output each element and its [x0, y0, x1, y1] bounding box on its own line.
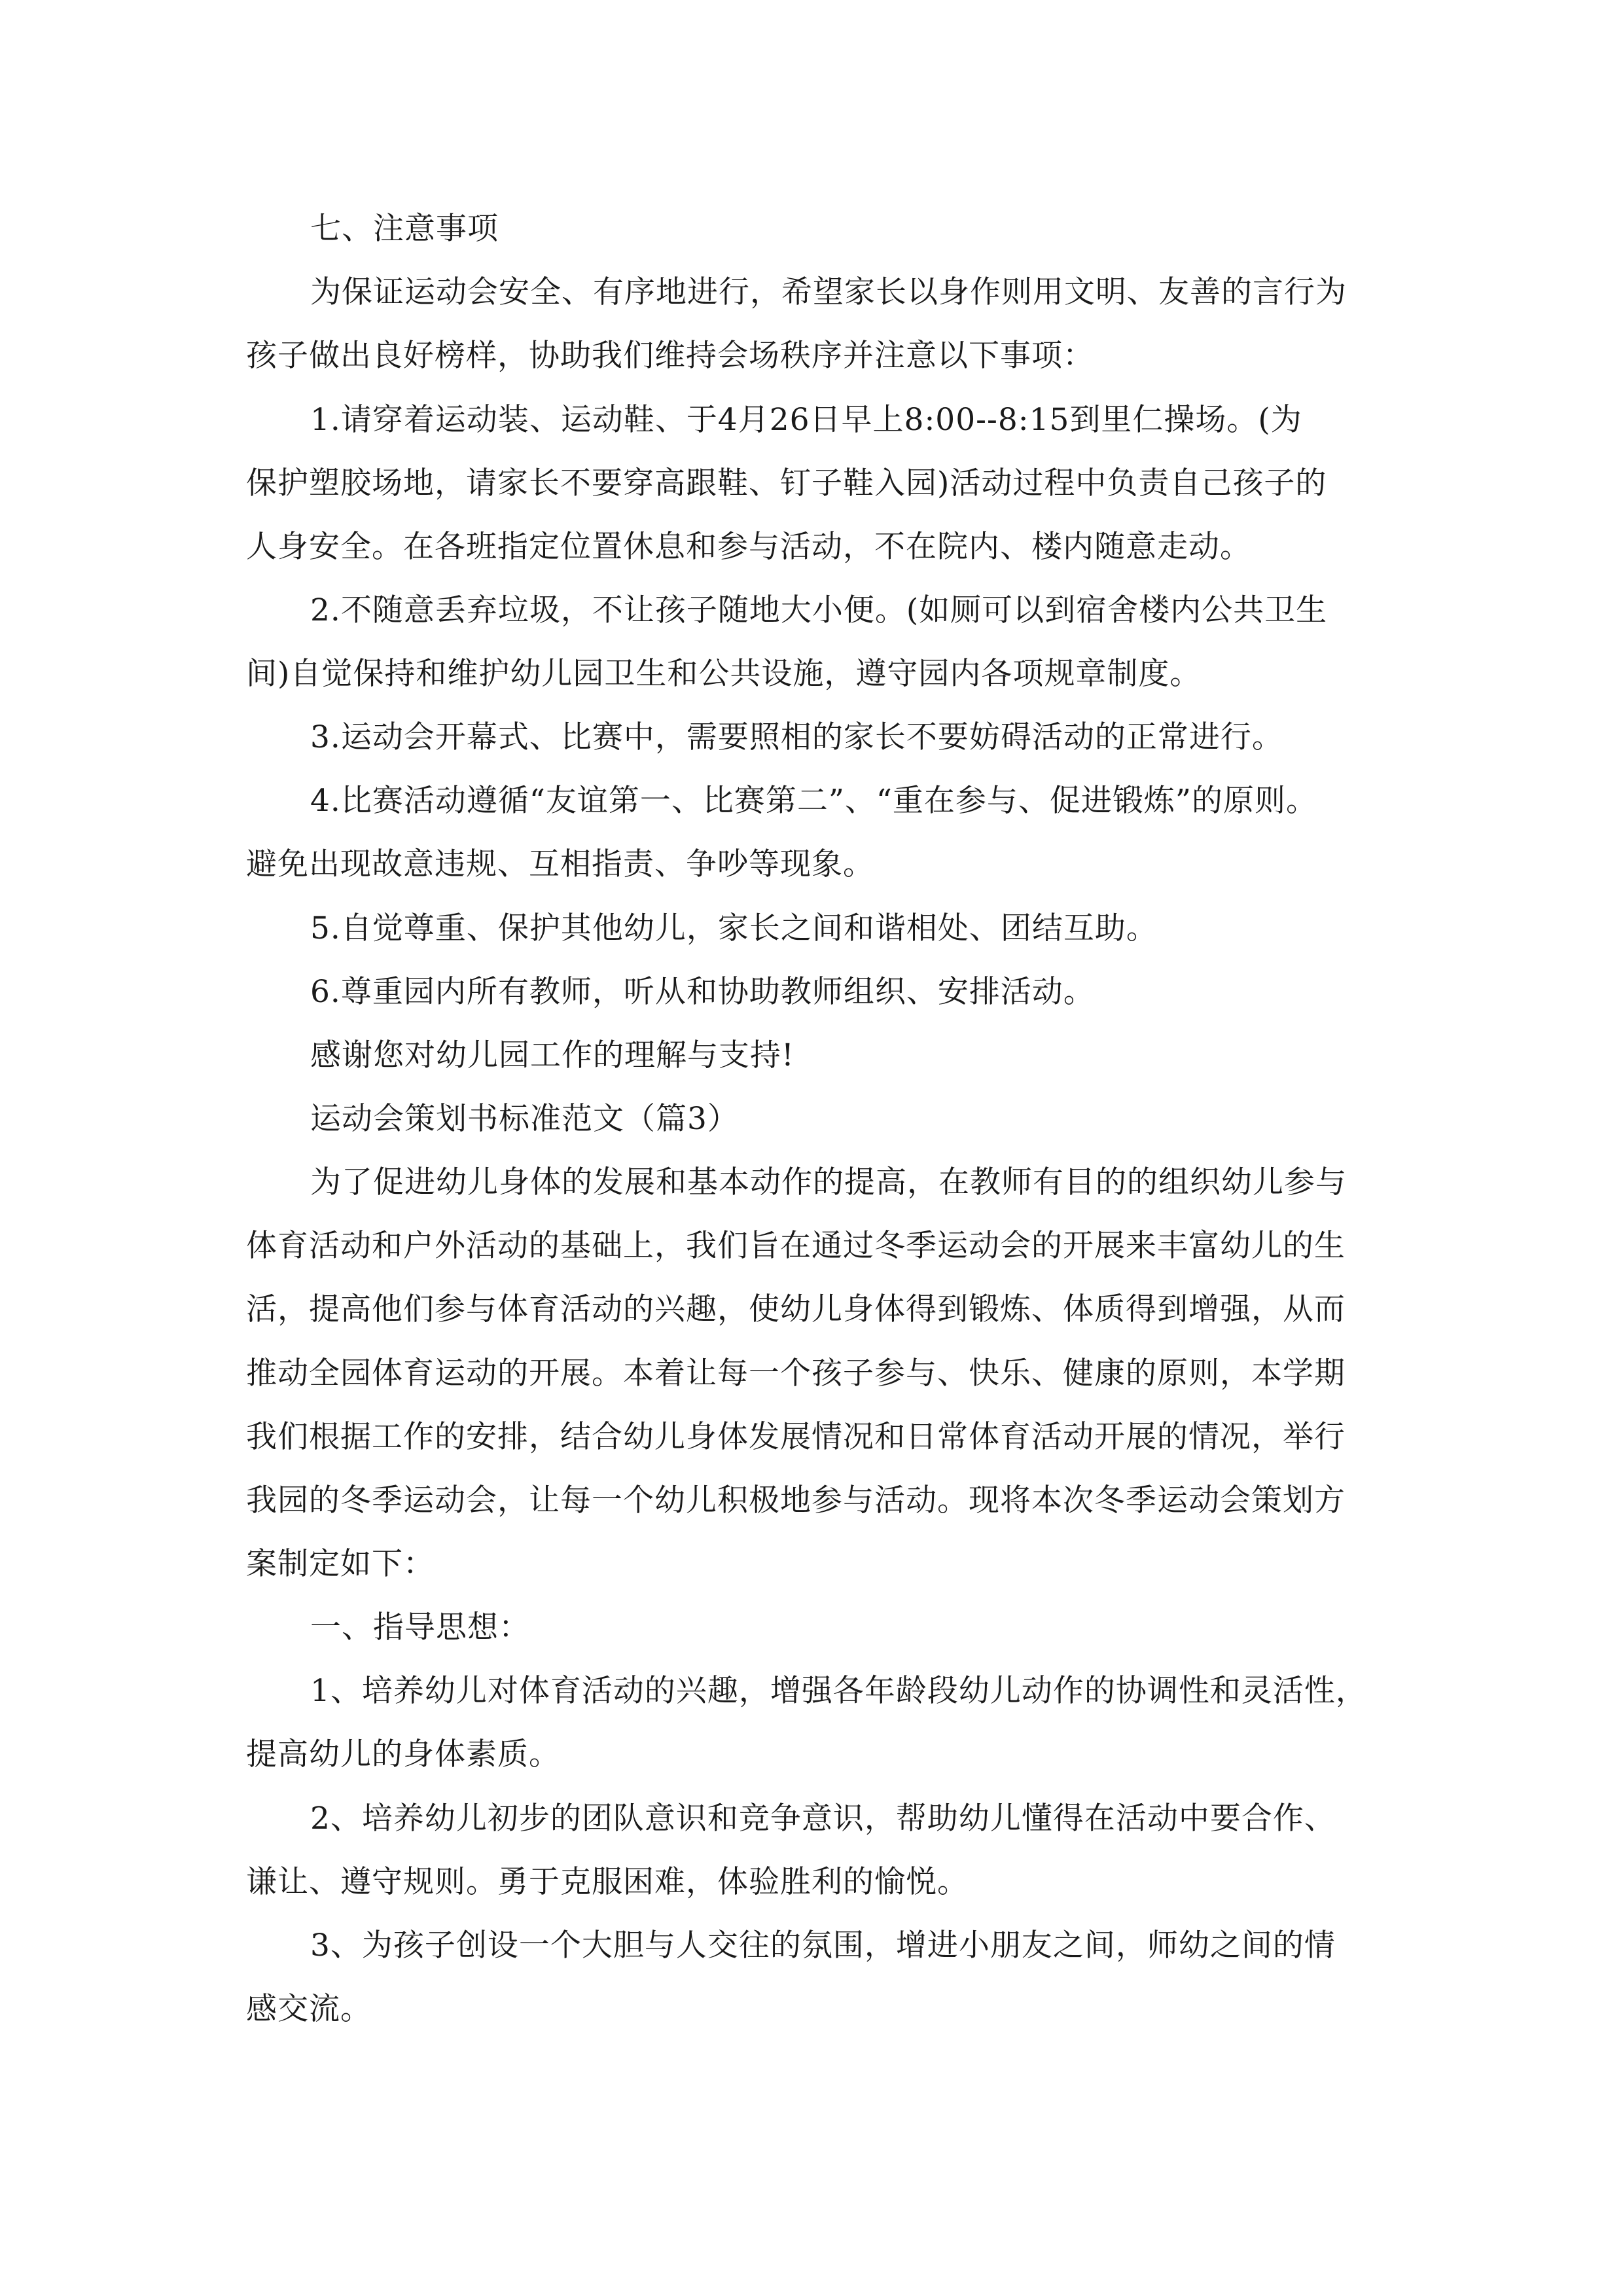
list-item-line: 4.比赛活动遵循“友谊第一、比赛第二”、“重在参与、促进锻炼”的原则。 [310, 783, 1317, 819]
list-item-line: 避免出现故意违规、互相指责、争吵等现象。 [246, 846, 874, 882]
paragraph-line: 为了促进幼儿身体的发展和基本动作的提高，在教师有目的的组织幼儿参与 [310, 1164, 1347, 1200]
paragraph-line: 体育活动和户外活动的基础上，我们旨在通过冬季运动会的开展来丰富幼儿的生 [246, 1228, 1346, 1264]
list-item-line: 提高幼儿的身体素质。 [246, 1736, 560, 1772]
list-item-line: 保护塑胶场地，请家长不要穿高跟鞋、钉子鞋入园)活动过程中负责自己孩子的 [246, 465, 1327, 501]
paragraph-line: 案制定如下： [246, 1546, 435, 1582]
list-item-line: 人身安全。在各班指定位置休息和参与活动，不在院内、楼内随意走动。 [246, 529, 1251, 565]
list-item-line: 2、培养幼儿初步的团队意识和竞争意识，帮助幼儿懂得在活动中要合作、 [310, 1801, 1336, 1837]
list-item-line: 3、为孩子创设一个大胆与人交往的氛围，增进小朋友之间，师幼之间的情 [310, 1928, 1336, 1964]
list-item-line: 1.请穿着运动装、运动鞋、于4月26日早上8:00--8:15到里仁操场。(为 [310, 402, 1302, 438]
list-item-line: 感交流。 [246, 1991, 372, 2027]
paragraph-line: 感谢您对幼儿园工作的理解与支持! [310, 1037, 794, 1073]
list-item-line: 5.自觉尊重、保护其他幼儿，家长之间和谐相处、团结互助。 [310, 910, 1158, 946]
paragraph-line: 推动全园体育运动的开展。本着让每一个孩子参与、快乐、健康的原则，本学期 [246, 1355, 1346, 1391]
paragraph-line: 为保证运动会安全、有序地进行，希望家长以身作则用文明、友善的言行为 [310, 274, 1347, 310]
article-title: 运动会策划书标准范文（篇3） [310, 1101, 739, 1137]
list-item-line: 1、培养幼儿对体育活动的兴趣，增强各年龄段幼儿动作的协调性和灵活性， [310, 1673, 1367, 1709]
paragraph-line: 我园的冬季运动会，让每一个幼儿积极地参与活动。现将本次冬季运动会策划方 [246, 1482, 1346, 1518]
list-item-line: 3.运动会开幕式、比赛中，需要照相的家长不要妨碍活动的正常进行。 [310, 719, 1283, 755]
list-item-line: 2.不随意丢弃垃圾，不让孩子随地大小便。(如厕可以到宿舍楼内公共卫生 [310, 592, 1328, 628]
paragraph-line: 我们根据工作的安排，结合幼儿身体发展情况和日常体育活动开展的情况，举行 [246, 1419, 1346, 1455]
list-item-line: 6.尊重园内所有教师，听从和协助教师组织、安排活动。 [310, 974, 1095, 1010]
paragraph-line: 孩子做出良好榜样，协助我们维持会场秩序并注意以下事项： [246, 338, 1094, 374]
paragraph-line: 活，提高他们参与体育活动的兴趣，使幼儿身体得到锻炼、体质得到增强，从而 [246, 1291, 1346, 1327]
section-heading: 一、指导思想： [310, 1609, 530, 1645]
list-item-line: 谦让、遵守规则。勇于克服困难，体验胜利的愉悦。 [246, 1864, 969, 1900]
list-item-line: 间)自觉保持和维护幼儿园卫生和公共设施，遵守园内各项规章制度。 [246, 656, 1202, 692]
section-heading: 七、注意事项 [310, 211, 499, 247]
